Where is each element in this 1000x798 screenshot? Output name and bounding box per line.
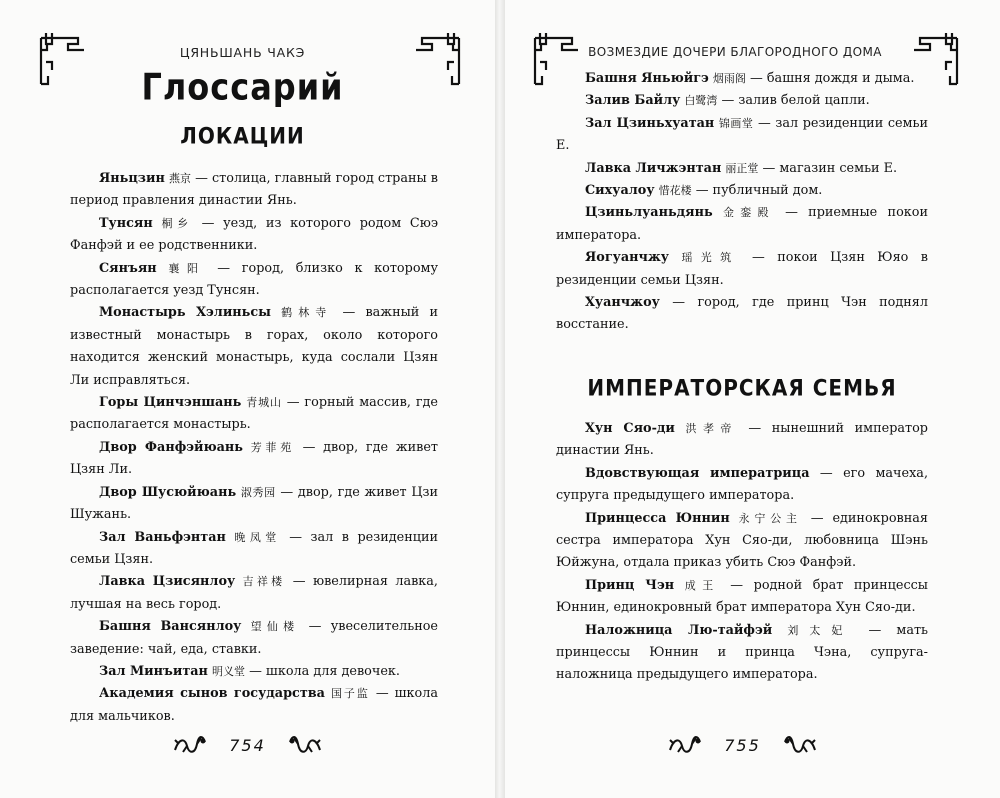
entry-term: Яогуанчжу (585, 250, 669, 266)
entry-definition: — публичный дом. (691, 183, 823, 199)
entry-term: Сянъян (99, 260, 157, 276)
entry-hanzi: 永宁公主 (738, 511, 802, 525)
entry-definition: — двор, где живет Цзян Ли. (70, 439, 438, 478)
entry-definition: — магазин семьи Е. (758, 160, 898, 176)
glossary-entry (556, 202, 928, 247)
glossary-entry (556, 620, 928, 687)
glossary-entry (556, 418, 928, 463)
entry-definition: — башня дождя и дыма. (745, 71, 915, 86)
glossary-entry (556, 463, 928, 508)
book-gutter (495, 0, 505, 798)
entry-definition: — увеселительное заведение: чай, еда, ставки. (70, 619, 439, 657)
glossary-entry (70, 213, 438, 258)
entry-term: Башня Яньюйгэ (585, 71, 709, 86)
entry-definition: — покои Цзян Юяо в резиденции семьи Цзян. (556, 250, 928, 288)
entry-hanzi: 鹤林寺 (281, 306, 333, 320)
glossary-entry (70, 258, 438, 303)
glossary-entry (556, 158, 928, 180)
entry-hanzi: 烟雨阁 (712, 72, 746, 85)
entry-hanzi: 惜花楼 (658, 184, 692, 198)
entry-term: Тунсян (99, 215, 153, 231)
glossary-entries-imperial-family (556, 418, 928, 687)
running-head: ВОЗМЕЗДИЕ ДОЧЕРИ БЛАГОРОДНОГО ДОМА (588, 45, 882, 59)
page-number: 755 (724, 735, 761, 755)
entry-term: Лавка Цзисянлоу (99, 574, 236, 590)
entry-term: Двор Фанфэйюань (99, 439, 243, 455)
glossary-entry (70, 302, 438, 392)
dragon-icon (668, 732, 702, 758)
entry-definition: — единокровная сестра императора Хун Сяо-ди, любовница Шэнь Юйжуна, отдала приказ убить Сюэ Фанфэй. (556, 510, 928, 571)
entry-definition: — двор, где живет Цзи Шужань. (70, 484, 438, 523)
entry-definition: — мать принцессы Юннин и принца Чэна, супруга-наложница предыдущего императора. (556, 622, 928, 683)
entry-term: Принцесса Юннин (585, 510, 730, 526)
dragon-icon (288, 732, 322, 758)
entry-definition: — его мачеха, супруга предыдущего императора. (556, 465, 929, 504)
dragon-icon (173, 732, 207, 758)
entry-definition: — важный и известный монастырь в горах, около которого находится женский монастырь, куда сослали Цзян Ли исправляться. (70, 305, 438, 388)
glossary-entry (556, 247, 928, 292)
entry-hanzi: 刘太妃 (787, 623, 854, 637)
entry-hanzi: 桐乡 (161, 216, 193, 230)
right-page (505, 0, 1000, 798)
entry-definition: — приемные покои императора. (556, 205, 929, 243)
entry-definition: — зал резиденции семьи Е. (556, 115, 929, 154)
page-title: Глоссарий (141, 65, 344, 109)
glossary-entry (556, 68, 928, 90)
entry-definition: — уезд, из которого родом Сюэ Фанфэй и ее родственники. (70, 215, 439, 254)
glossary-entry (70, 616, 438, 661)
folio (160, 732, 335, 758)
glossary-entry (70, 392, 438, 437)
entry-definition: — залив белой цапли. (717, 93, 870, 109)
entry-term: Лавка Личжэнтан (585, 160, 722, 176)
entry-hanzi: 襄阳 (168, 261, 206, 275)
glossary-entry (70, 661, 438, 683)
entry-term: Хун Сяо-ди (585, 421, 675, 436)
entry-term: Монастырь Хэлиньсы (99, 305, 271, 321)
entry-hanzi: 芳菲苑 (250, 440, 295, 454)
page-number: 754 (229, 735, 266, 755)
entry-term: Залив Байлу (585, 93, 681, 109)
entry-hanzi: 吉祥楼 (242, 575, 286, 589)
glossary-entry (70, 527, 438, 572)
entry-hanzi: 青城山 (246, 396, 282, 410)
entry-term: Яньцзин (99, 171, 165, 186)
entry-hanzi: 成王 (684, 578, 720, 592)
entry-hanzi: 燕京 (168, 172, 191, 185)
entry-term: Двор Шусюйюань (99, 484, 237, 500)
glossary-entry (70, 683, 438, 728)
glossary-entry (556, 180, 928, 202)
left-page (0, 0, 495, 798)
entry-term: Зал Цзиньхуатан (585, 115, 715, 131)
entry-definition: — горный массив, где располагается монастырь. (70, 395, 438, 433)
glossary-entry (556, 292, 928, 337)
entry-term: Академия сынов государства (99, 686, 325, 702)
folio (655, 732, 830, 758)
entry-hanzi: 锦画堂 (718, 116, 754, 130)
entry-hanzi: 瑶光筑 (681, 251, 740, 265)
entry-term: Цзиньлуаньдянь (585, 205, 713, 221)
glossary-entries-locations (70, 168, 438, 728)
entry-hanzi: 淑秀园 (240, 485, 276, 499)
entry-definition: — школа для мальчиков. (70, 686, 438, 724)
entry-hanzi: 白鹭湾 (684, 94, 718, 108)
entry-term: Хуанчжоу (585, 295, 660, 311)
entry-term: Наложница Лю-тайфэй (585, 622, 773, 638)
glossary-entry (70, 168, 438, 213)
entry-term: Башня Вансянлоу (99, 619, 242, 635)
glossary-entry (70, 437, 438, 482)
entry-term: Зал Ваньфэнтан (99, 529, 226, 545)
entry-definition: — ювелирная лавка, лучшая на весь город. (70, 574, 438, 612)
entry-hanzi: 国子监 (330, 687, 370, 701)
running-head: ЦЯНЬШАНЬ ЧАКЭ (179, 45, 306, 60)
entry-hanzi: 望仙楼 (250, 620, 300, 634)
entry-definition: — город, где принц Чэн поднял восстание. (556, 295, 928, 333)
glossary-entry (70, 571, 438, 616)
section-title-imperial-family: ИМПЕРАТОРСКАЯ СЕМЬЯ (587, 374, 897, 402)
entry-definition: — школа для девочек. (245, 663, 400, 679)
glossary-entry (556, 113, 928, 158)
entry-definition: — город, близко к которому располагается уезд Тунсян. (70, 260, 439, 299)
glossary-entry (70, 482, 438, 527)
entry-term: Принц Чэн (585, 577, 675, 593)
glossary-entry (556, 90, 928, 112)
entry-term: Горы Цинчэншань (99, 395, 242, 411)
section-title-locations: ЛОКАЦИИ (180, 122, 305, 150)
entry-definition: — нынешний император династии Янь. (556, 421, 928, 459)
glossary-entry (556, 508, 928, 575)
entry-definition: — столица, главный город страны в период правления династии Янь. (70, 171, 438, 209)
entry-hanzi: 明义堂 (212, 664, 245, 678)
entry-definition: — родной брат принцессы Юннин, единокровный брат императора Хун Сяо-ди. (556, 577, 928, 616)
entry-definition: — зал в резиденции семьи Цзян. (70, 529, 439, 567)
dragon-icon (783, 732, 817, 758)
glossary-entries-locations-cont (556, 68, 928, 337)
glossary-entry (556, 575, 928, 620)
entry-term: Зал Минъитан (99, 663, 208, 679)
entry-hanzi: 丽正堂 (725, 161, 759, 175)
entry-hanzi: 金銮殿 (723, 206, 775, 220)
entry-term: Сихуалоу (585, 183, 655, 199)
entry-term: Вдовствующая императрица (585, 465, 810, 481)
entry-hanzi: 晚凤堂 (234, 530, 281, 544)
entry-hanzi: 洪孝帝 (685, 422, 738, 435)
